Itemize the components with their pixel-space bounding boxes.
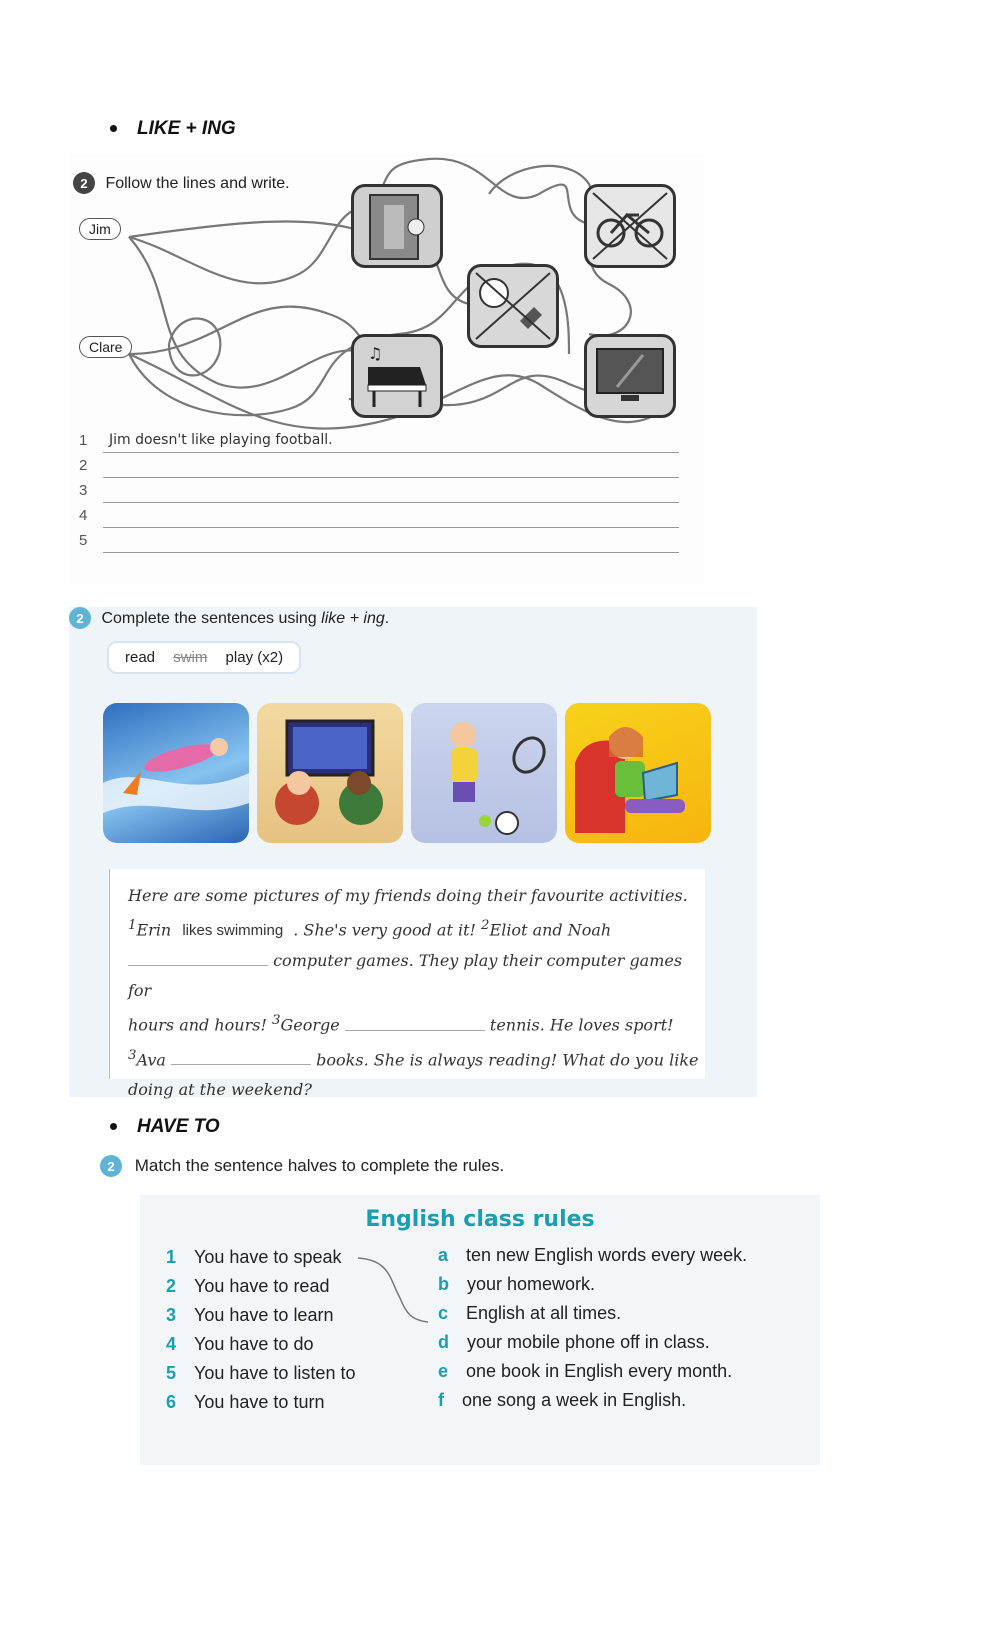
story-line-4 xyxy=(128,1006,705,1040)
rules-title: English class rules xyxy=(365,1207,595,1232)
swimmer-icon xyxy=(103,703,249,843)
rule-letter: f xyxy=(438,1390,444,1410)
complete-sentences-exercise xyxy=(69,607,757,1097)
rule-letter: c xyxy=(438,1303,449,1323)
writing-row xyxy=(79,505,679,530)
rule-right-item[interactable] xyxy=(438,1274,747,1303)
rule-number: 2 xyxy=(166,1276,177,1296)
word-swim: swim xyxy=(173,649,208,666)
writing-row xyxy=(79,530,679,555)
answer-line[interactable] xyxy=(103,552,679,553)
rule-right-item[interactable] xyxy=(438,1332,747,1361)
story-text: George xyxy=(280,1015,340,1035)
football-icon xyxy=(470,267,556,345)
story-text: Here are some pictures of my friends doing their favourite activities. xyxy=(128,886,688,905)
rule-text: You have to learn xyxy=(194,1305,334,1325)
heading-text: HAVE TO xyxy=(137,1116,220,1137)
story-text: Ava xyxy=(136,1049,166,1069)
rule-letter: a xyxy=(438,1245,449,1265)
sup-number: 3 xyxy=(271,1013,281,1029)
line-number: 1 xyxy=(79,432,88,449)
story-text: Eliot and Noah xyxy=(489,920,612,940)
rule-text: your homework. xyxy=(467,1274,596,1294)
rule-left-item[interactable] xyxy=(166,1334,355,1363)
left-halves xyxy=(166,1247,355,1421)
sup-number: 2 xyxy=(481,918,490,933)
rule-text: one book in English every month. xyxy=(466,1361,733,1381)
photo-swimming xyxy=(103,703,249,843)
story-text: tennis. He loves sport! xyxy=(489,1015,674,1035)
svg-text:♫: ♫ xyxy=(368,344,383,363)
photo-computer-games xyxy=(257,703,403,843)
rule-number: 1 xyxy=(166,1247,177,1267)
name-clare: Clare xyxy=(79,336,132,358)
exercise-number: 2 xyxy=(69,607,91,629)
rule-right-item[interactable] xyxy=(438,1390,747,1419)
story-card xyxy=(109,869,705,1099)
rule-left-item[interactable] xyxy=(166,1363,355,1392)
rule-right-item[interactable] xyxy=(438,1245,747,1274)
writing-row xyxy=(79,480,679,505)
door-knocking-picture xyxy=(351,184,443,268)
football-picture xyxy=(467,264,559,348)
rule-right-item[interactable] xyxy=(438,1303,747,1332)
rule-left-item[interactable] xyxy=(166,1247,355,1276)
door-knocking-icon xyxy=(354,187,440,265)
photo-reading xyxy=(565,703,711,843)
rule-letter: b xyxy=(438,1274,449,1294)
story-line-5 xyxy=(128,1041,705,1075)
rule-text: one song a week in English. xyxy=(462,1390,687,1410)
rule-text: ten new English words every week. xyxy=(466,1245,748,1265)
story-line-3 xyxy=(128,946,705,1006)
name-jim: Jim xyxy=(79,218,121,240)
rule-left-item[interactable] xyxy=(166,1392,355,1421)
rule-letter: d xyxy=(438,1332,449,1352)
rule-left-item[interactable] xyxy=(166,1305,355,1334)
sup-number: 3 xyxy=(128,1047,137,1063)
line-number: 4 xyxy=(79,507,88,524)
story-line-1 xyxy=(128,881,705,911)
tennis-player-icon xyxy=(411,703,557,843)
follow-lines-exercise xyxy=(69,154,704,584)
rule-text: You have to read xyxy=(194,1276,330,1296)
rule-right-item[interactable] xyxy=(438,1361,747,1390)
rule-text: You have to do xyxy=(194,1334,314,1354)
television-picture xyxy=(584,334,676,418)
right-halves xyxy=(438,1245,747,1419)
piano-icon xyxy=(354,337,440,415)
answer-line[interactable] xyxy=(103,477,679,478)
instruction: Match the sentence halves to complete the rules. xyxy=(134,1155,505,1175)
story-text: doing at the weekend? xyxy=(128,1079,312,1099)
heading-text: LIKE + ING xyxy=(137,118,236,139)
exercise-number: 2 xyxy=(73,172,95,194)
story-text: Erin xyxy=(136,920,172,940)
rule-number: 5 xyxy=(166,1363,177,1383)
rule-text: You have to speak xyxy=(194,1247,342,1267)
example-answer: likes swimming xyxy=(182,922,284,940)
story-text: hours and hours! xyxy=(128,1015,267,1035)
answer-line[interactable] xyxy=(103,527,679,528)
exercise-header xyxy=(69,607,389,629)
photo-tennis xyxy=(411,703,557,843)
story-text: . She's very good at it! xyxy=(293,920,476,940)
story-text: computer games. They play their computer games for xyxy=(128,951,683,1001)
rule-text: You have to turn xyxy=(194,1392,325,1412)
rule-letter: e xyxy=(438,1361,449,1381)
exercise-number: 2 xyxy=(100,1155,122,1177)
writing-lines xyxy=(79,430,679,555)
line-number: 3 xyxy=(79,482,88,499)
sup-number: 1 xyxy=(128,918,137,933)
instruction: Follow the lines and write. xyxy=(105,174,290,192)
rule-text: your mobile phone off in class. xyxy=(467,1332,710,1352)
blank-4[interactable] xyxy=(171,1046,311,1065)
instruction xyxy=(101,610,389,627)
blank-3[interactable] xyxy=(345,1012,485,1031)
writing-row xyxy=(79,455,679,480)
word-box xyxy=(107,641,301,674)
match-line xyxy=(350,1250,430,1330)
story-text: books. She is always reading! What do you like xyxy=(316,1049,699,1069)
television-icon xyxy=(587,337,673,415)
instruction-text: Complete the sentences using xyxy=(101,609,322,627)
bullet-icon xyxy=(110,125,117,132)
writing-row xyxy=(79,430,679,455)
word-read: read xyxy=(125,649,156,666)
instruction-suffix: . xyxy=(384,609,390,627)
bicycle-icon xyxy=(587,187,673,265)
rule-text: You have to listen to xyxy=(194,1363,356,1383)
rule-number: 6 xyxy=(166,1392,177,1412)
answer-text: Jim doesn't like playing football. xyxy=(109,432,333,448)
blank-2[interactable] xyxy=(128,947,268,966)
rule-left-item[interactable] xyxy=(166,1276,355,1305)
piano-picture xyxy=(351,334,443,418)
rule-text: English at all times. xyxy=(466,1303,622,1323)
like-ing-heading xyxy=(110,118,236,140)
have-to-heading xyxy=(110,1116,220,1138)
story-line-2 xyxy=(128,911,705,946)
answer-line[interactable] xyxy=(103,502,679,503)
line-number: 5 xyxy=(79,532,88,549)
line-number: 2 xyxy=(79,457,88,474)
exercise-header xyxy=(100,1155,504,1177)
bullet-icon xyxy=(110,1123,117,1130)
reader-icon xyxy=(565,703,711,843)
gamers-icon xyxy=(257,703,403,843)
rule-number: 3 xyxy=(166,1305,177,1325)
instruction-emphasis: like + ing xyxy=(321,609,385,627)
bicycle-picture xyxy=(584,184,676,268)
class-rules-exercise xyxy=(140,1195,820,1465)
story-line-6 xyxy=(128,1075,705,1105)
rule-number: 4 xyxy=(166,1334,177,1354)
word-play: play (x2) xyxy=(225,649,284,666)
